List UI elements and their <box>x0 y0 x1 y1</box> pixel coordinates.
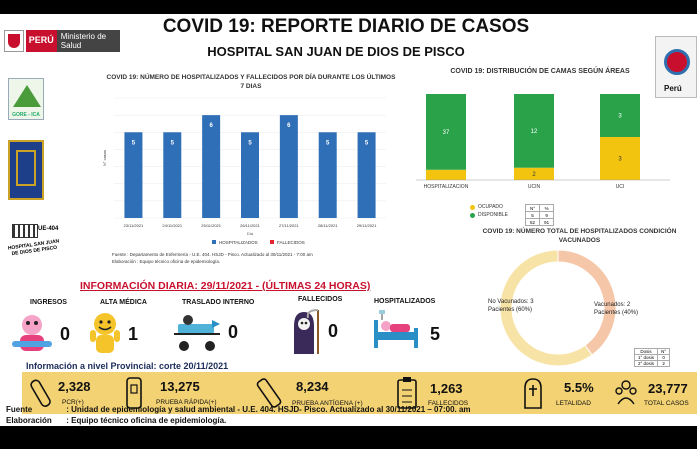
hospitalizados-label: HOSPITALIZADOS <box>374 298 436 305</box>
hospital-logo <box>4 222 64 266</box>
x-tick-label: 26/11/2021 <box>240 223 260 228</box>
hospitalizados-value: 5 <box>430 324 441 344</box>
dosis-row2-label: 2° dosis <box>635 361 658 367</box>
bar-value-label: 5 <box>170 140 174 147</box>
provincial-title: Información a nivel Provincial: corte 20/11/2021 <box>26 361 229 371</box>
ingresos-value: 0 <box>60 324 71 344</box>
fallecidos-prov-label: FALLECIDOS <box>428 400 469 407</box>
footer-elaboracion <box>6 416 226 425</box>
legend-swatch-hospitalizados <box>212 240 216 244</box>
info-diaria-title: INFORMACIÓN DIARIA: 29/11/2021 - (ÚLTIMAS 24 HORAS) <box>80 280 371 292</box>
footer-elab-label: Elaboración <box>6 416 52 425</box>
logo-ministerio-text: Ministerio de Salud <box>57 30 120 52</box>
prueba-rapida-label: PRUEBA RÁPIDA(+) <box>156 399 217 406</box>
bar-value-label: 5 <box>364 140 369 147</box>
dosis-row1-label: 1° dosis <box>635 355 658 361</box>
bar-value-label: 5 <box>131 140 136 147</box>
legend-fallecidos: FALLECIDOS <box>277 240 305 245</box>
beds-ocupado-pct: 9 <box>540 212 554 219</box>
fallecidos-reaper-icon <box>286 306 322 356</box>
pcr-label: PCR(+) <box>62 399 84 406</box>
badge-text: Perú <box>664 84 682 93</box>
page-title: COVID 19: REPORTE DIARIO DE CASOS <box>162 16 530 37</box>
bar-ocupado-label: 2 <box>532 171 536 178</box>
beds-table <box>525 204 554 226</box>
bar-ocupado <box>426 170 466 180</box>
footer-fuente-label: Fuente <box>6 405 33 414</box>
chart1-xlabel: Día <box>246 231 254 236</box>
building-icon <box>12 224 38 238</box>
footer-fuente <box>6 405 471 414</box>
gore-ica-logo <box>8 78 44 120</box>
total-casos-value: 23,777 <box>648 381 688 396</box>
map-pin-icon <box>664 49 690 75</box>
legend-hospitalizados: HOSPITALIZADOS <box>219 240 258 245</box>
logo-peru-text: PERÚ <box>26 30 57 52</box>
bar-disponible-label: 12 <box>530 128 538 135</box>
donut-label-vacunados: Vacunados: 2 Pacientes (40%) <box>594 302 639 316</box>
page-subtitle: HOSPITAL SAN JUAN DE DIOS DE PISCO <box>207 44 465 59</box>
dosis-row2-n: 2 <box>658 361 670 367</box>
x-tick-label: 28/11/2021 <box>317 223 338 228</box>
fallecidos-diario-value: 0 <box>328 321 339 341</box>
legend-disponible: DISPONIBLE <box>478 212 509 218</box>
beds-by-area-chart <box>410 80 680 200</box>
chart2-legend <box>470 203 508 219</box>
traslado-label: TRASLADO INTERNO <box>182 299 255 306</box>
legend-swatch-fallecidos <box>270 240 274 244</box>
chart2-title: COVID 19: DISTRIBUCIÓN DE CAMAS SEGÚN ÁREAS <box>450 68 630 75</box>
letalidad-label: LETALIDAD <box>556 400 591 407</box>
prueba-antigena-label: PRUEBA ANTÍGENA (+) <box>292 400 363 407</box>
chart1-ylabel: N° casos <box>102 149 107 167</box>
hospitalized-by-day-chart <box>100 90 400 250</box>
chart1-source-line1: Fuente : Departamento de Enfermería - U.E. 404. HSJD - Pisco. Actualizado al 30/11/2021 - 7:00 am <box>112 252 313 257</box>
x-tick-label: 27/11/2021 <box>278 223 299 228</box>
prueba-antigena-value: 8,234 <box>296 379 329 394</box>
bar-value-label: 5 <box>326 140 330 147</box>
bar-hospitalizados <box>202 115 220 218</box>
footer-fuente-text: : Unidad de epidemiología y salud ambiental - U.E. 404. HSJD- Pisco. Actualizado al 30/11/2021 – 07:00. am <box>66 405 471 414</box>
chart1-source <box>112 251 313 265</box>
x-tick-label: UCI <box>615 184 625 190</box>
chart1-source-line2: Elaboración : Equipo técnico oficina de epidemiología. <box>112 259 221 264</box>
bar-value-label: 5 <box>248 140 252 147</box>
x-tick-label: 25/11/2021 <box>201 223 222 228</box>
tombstone-icon <box>522 376 544 410</box>
people-group-icon <box>614 378 638 408</box>
peru-minsa-logo <box>4 30 120 52</box>
dosis-table <box>634 348 670 367</box>
pcr-value: 2,328 <box>58 379 91 394</box>
dosis-th-n: N° <box>658 349 670 355</box>
hospital-code: UE-404 <box>38 226 59 232</box>
bar-hospitalizados <box>280 115 298 218</box>
hospital-name: HOSPITAL SAN JUAN DE DIOS DE PISCO <box>7 238 60 258</box>
bar-disponible-label: 3 <box>618 113 622 120</box>
ingresos-icon <box>8 311 56 355</box>
footer-elab-text: : Equipo técnico oficina de epidemiología. <box>66 416 227 425</box>
beds-disponible-pct: 91 <box>540 219 554 226</box>
total-casos-stat <box>612 372 697 414</box>
x-tick-label: 23/11/2021 <box>123 223 144 228</box>
regional-shield-logo <box>8 140 44 200</box>
donut-label-no-vacunados: No Vacunados: 3 Pacientes (60%) <box>488 299 534 313</box>
report-page <box>0 14 697 426</box>
x-tick-label: 24/11/2021 <box>162 223 183 228</box>
bar-disponible-label: 37 <box>442 129 450 136</box>
chart1-title: COVID 19: NÚMERO DE HOSPITALIZADOS Y FALLECIDOS POR DÍA DURANTE LOS ÚLTIMOS 7 DIAS <box>106 74 396 90</box>
beds-disponible-n: 52 <box>526 219 540 226</box>
letalidad-stat <box>520 372 610 414</box>
fallecidos-diario-label: FALLECIDOS <box>298 296 343 303</box>
hospital-bed-icon <box>370 310 422 354</box>
letalidad-value: 5.5% <box>564 380 594 395</box>
alta-medica-label: ALTA MÉDICA <box>100 299 147 306</box>
x-tick-label: UCIN <box>527 184 541 190</box>
alta-medica-value: 1 <box>128 324 139 344</box>
beds-th-n: N° <box>526 205 540 212</box>
fallecidos-prov-value: 1,263 <box>430 381 463 396</box>
mountain-icon <box>13 85 41 107</box>
gore-label: GORE - ICA <box>12 112 40 118</box>
traslado-value: 0 <box>228 322 239 342</box>
total-casos-label: TOTAL CASOS <box>644 400 689 407</box>
ingresos-label: INGRESOS <box>30 299 67 306</box>
prueba-rapida-value: 13,275 <box>160 379 200 394</box>
bottom-black-bar <box>0 426 697 449</box>
legend-ocupado: OCUPADO <box>478 204 503 210</box>
alta-medica-icon <box>88 310 122 356</box>
bar-ocupado-label: 3 <box>618 156 622 163</box>
x-tick-label: HOSPITALIZACION <box>423 184 469 190</box>
x-tick-label: 29/11/2021 <box>356 223 377 228</box>
beds-ocupado-n: 5 <box>526 212 540 219</box>
bar-value-label: 6 <box>209 123 213 130</box>
dosis-row1-n: 0 <box>658 355 670 361</box>
traslado-interno-icon <box>172 310 222 356</box>
dosis-th-dosis: Dosis <box>635 349 658 355</box>
bar-value-label: 6 <box>287 123 291 130</box>
beds-th-pct: % <box>540 205 554 212</box>
chart3-title: COVID 19: NÚMERO TOTAL DE HOSPITALIZADOS CONDICIÓN VACUNADOS <box>482 228 677 244</box>
coat-of-arms-icon <box>4 30 24 52</box>
